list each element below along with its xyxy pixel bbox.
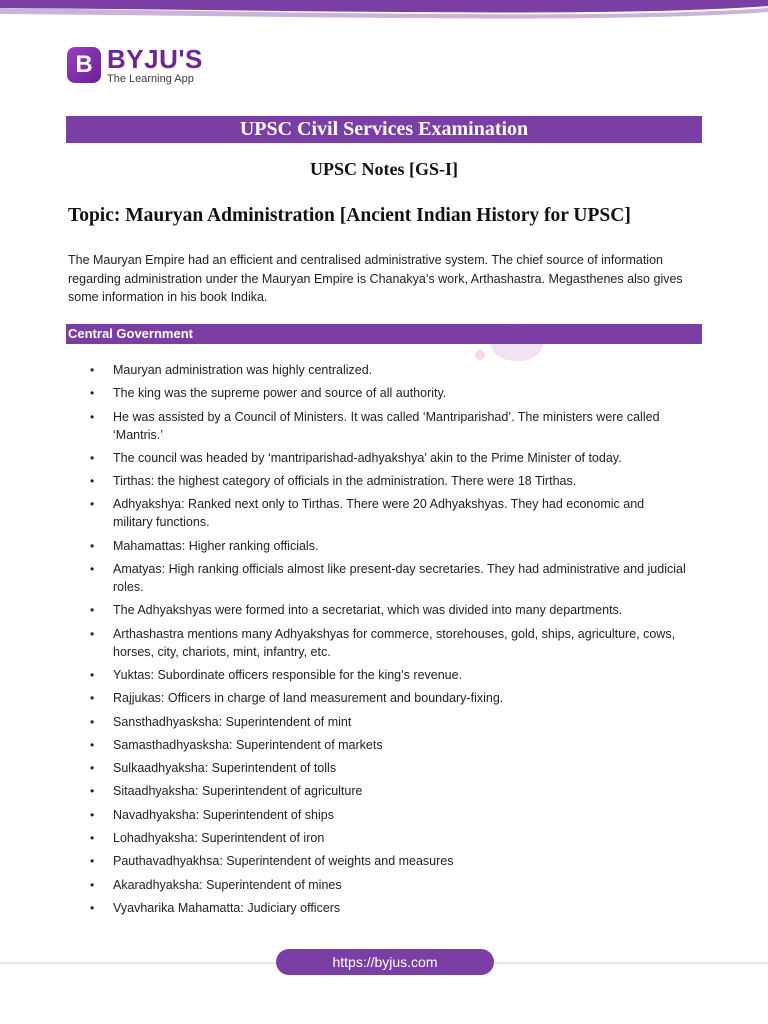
bullet-icon: • xyxy=(90,450,95,465)
bullet-icon: • xyxy=(90,831,95,846)
list-item xyxy=(87,537,687,555)
list-item xyxy=(87,806,687,824)
logo-mark: B xyxy=(67,47,101,83)
list-item xyxy=(87,408,687,444)
bullet-icon: • xyxy=(90,409,95,424)
bullet-icon: • xyxy=(90,386,95,401)
list-item-text: Sitaadhyaksha: Superintendent of agriculture xyxy=(113,784,363,799)
list-item xyxy=(87,689,687,707)
list-item-text: He was assisted by a Council of Ministers. It was called ‘Mantriparishad’. The ministers were called ‘Mantris.’ xyxy=(113,409,660,442)
bullet-icon: • xyxy=(90,877,95,892)
bullet-icon: • xyxy=(90,363,95,377)
list-item xyxy=(87,829,687,847)
top-decorative-wave xyxy=(0,0,768,24)
list-item-text: Sulkaadhyaksha: Superintendent of tolls xyxy=(113,761,337,776)
bullet-icon: • xyxy=(90,714,95,729)
bullet-icon: • xyxy=(90,603,95,618)
logo-name: BYJU'S xyxy=(107,43,203,74)
bullet-icon: • xyxy=(90,900,95,915)
list-item xyxy=(87,666,687,684)
list-item-text: The king was the supreme power and source of all authority. xyxy=(113,386,447,401)
bullet-icon: • xyxy=(90,784,95,799)
section-banner-central-government: Central Government xyxy=(66,324,702,344)
list-item xyxy=(87,449,687,467)
list-item-text: The Adhyakshyas were formed into a secretariat, which was divided into many departments. xyxy=(113,603,623,618)
bullet-icon: • xyxy=(90,854,95,869)
list-item-text: Arthashastra mentions many Adhyakshyas for commerce, storehouses, gold, ships, agriculture, cows, horses, city, chariots, mint, infantry, etc. xyxy=(113,626,676,659)
topic-title: Topic: Mauryan Administration [Ancient Indian History for UPSC] xyxy=(68,205,631,226)
list-item xyxy=(87,560,687,596)
bullet-icon: • xyxy=(90,497,95,512)
central-government-list xyxy=(87,361,687,922)
footer-url-link[interactable]: https://byjus.com xyxy=(276,949,494,975)
list-item-text: Samasthadhyasksha: Superintendent of markets xyxy=(113,737,383,752)
list-item-text: Mauryan administration was highly centralized. xyxy=(113,363,373,377)
logo-tagline: The Learning App xyxy=(107,72,194,85)
list-item xyxy=(87,472,687,490)
exam-title-banner: UPSC Civil Services Examination xyxy=(66,116,702,143)
list-item-text: Pauthavadhyakhsa: Superintendent of weights and measures xyxy=(113,854,454,869)
list-item xyxy=(87,852,687,870)
list-item xyxy=(87,384,687,402)
notes-title: UPSC Notes [GS-I] xyxy=(310,159,458,179)
bullet-icon: • xyxy=(90,667,95,682)
bullet-icon: • xyxy=(90,761,95,776)
bullet-icon: • xyxy=(90,538,95,553)
intro-paragraph: The Mauryan Empire had an efficient and centralised administrative system. The chief source of information regarding administration under the Mauryan Empire is Chanakya’s work, Arthashastra. Megasthenes also gives some information in his book Indika. xyxy=(68,253,683,304)
list-item xyxy=(87,876,687,894)
list-item xyxy=(87,759,687,777)
list-item xyxy=(87,736,687,754)
list-item-text: Vyavharika Mahamatta: Judiciary officers xyxy=(113,900,341,915)
list-item xyxy=(87,782,687,800)
byjus-logo xyxy=(67,45,203,85)
list-item-text: Mahamattas: Higher ranking officials. xyxy=(113,538,319,553)
list-item xyxy=(87,601,687,619)
bullet-icon: • xyxy=(90,737,95,752)
list-item-text: Yuktas: Subordinate officers responsible for the king’s revenue. xyxy=(113,667,463,682)
list-item-text: Amatyas: High ranking officials almost like present-day secretaries. They had administrative and judicial roles. xyxy=(113,562,686,595)
list-item-text: Sansthadhyasksha: Superintendent of mint xyxy=(113,714,352,729)
bullet-icon: • xyxy=(90,474,95,489)
bullet-icon: • xyxy=(90,562,95,577)
list-item xyxy=(87,625,687,661)
list-item xyxy=(87,361,687,379)
list-item xyxy=(87,713,687,731)
list-item-text: Navadhyaksha: Superintendent of ships xyxy=(113,807,334,822)
bullet-icon: • xyxy=(90,626,95,641)
list-item xyxy=(87,899,687,917)
list-item-text: The council was headed by ‘mantriparishad-adhyakshya’ akin to the Prime Minister of today. xyxy=(113,450,622,465)
list-item xyxy=(87,495,687,531)
list-item-text: Tirthas: the highest category of officials in the administration. There were 18 Tirthas. xyxy=(113,474,577,489)
list-item-text: Akaradhyaksha: Superintendent of mines xyxy=(113,877,342,892)
list-item-text: Adhyakshya: Ranked next only to Tirthas. There were 20 Adhyakshyas. They had economic and military functions. xyxy=(113,497,645,530)
list-item-text: Lohadhyaksha: Superintendent of iron xyxy=(113,831,325,846)
bullet-icon: • xyxy=(90,691,95,706)
list-item-text: Rajjukas: Officers in charge of land measurement and boundary-fixing. xyxy=(113,691,504,706)
bullet-icon: • xyxy=(90,807,95,822)
